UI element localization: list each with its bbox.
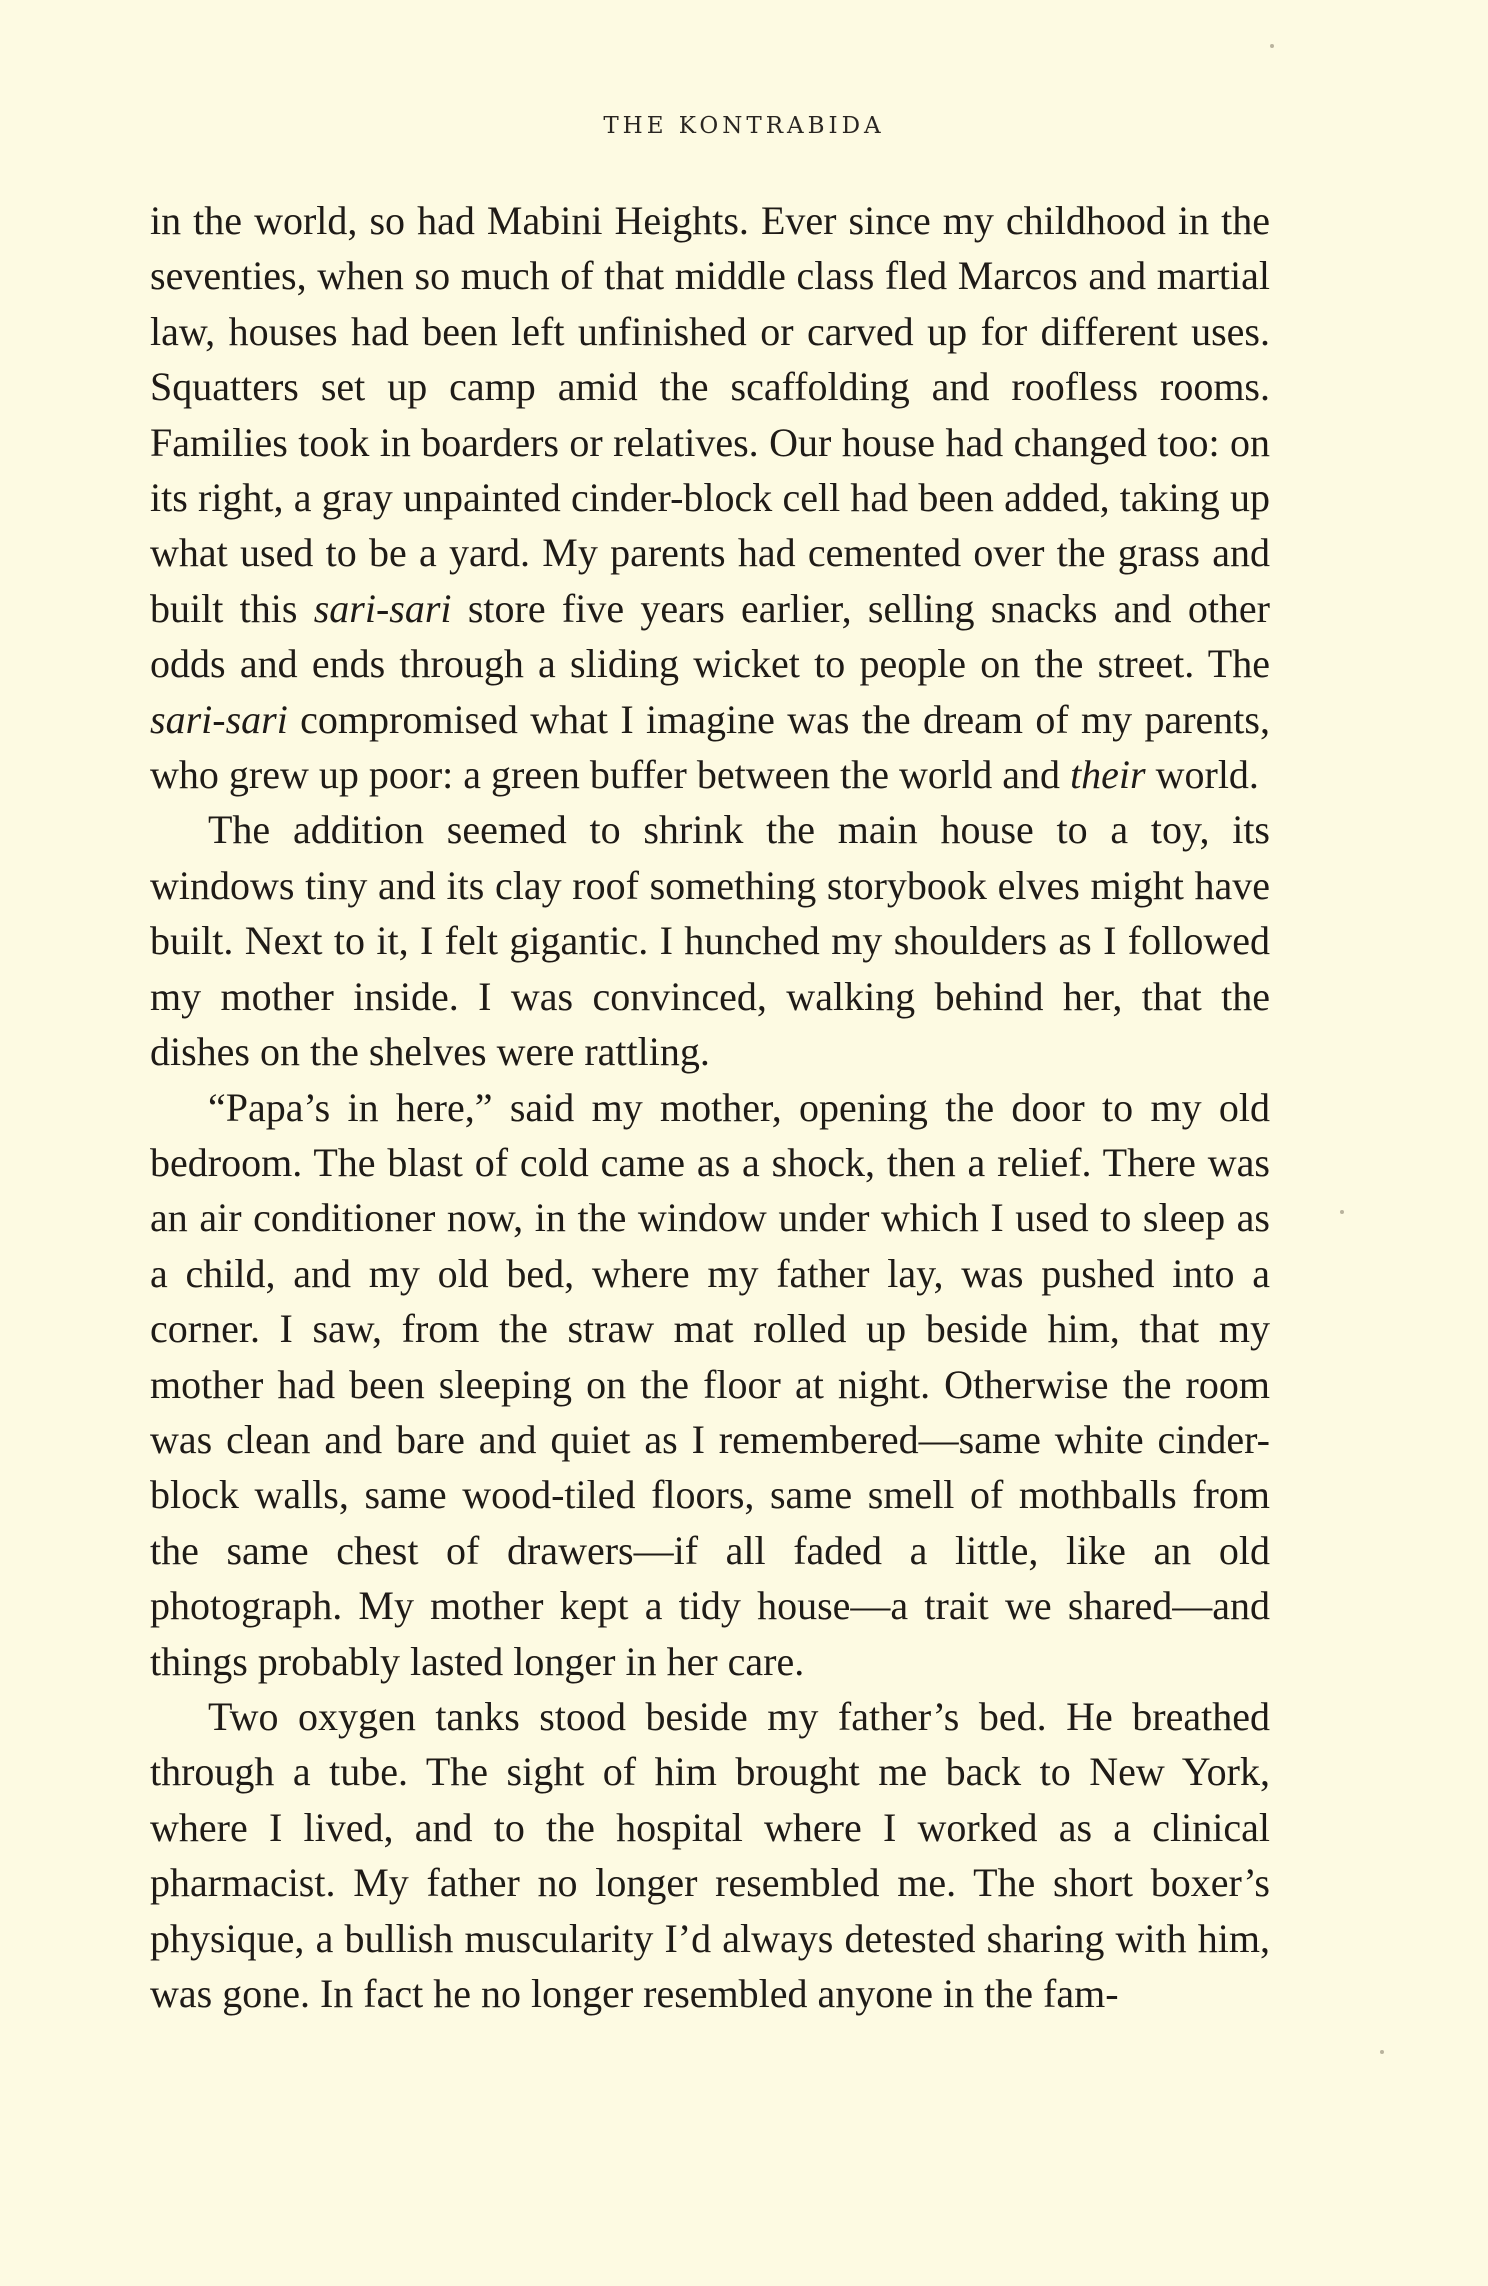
paragraph-2 — [150, 802, 1270, 1079]
paper-speck — [1340, 1210, 1344, 1214]
italic-term: sari-sari — [313, 585, 452, 631]
paper-speck — [1270, 44, 1274, 48]
text-run: The addition seemed to shrink the main house to a toy, its windows tiny and its clay roof something storybook elves might have built. Next to it, I felt gigantic. I hunched my shoulders as I followed my mother inside. I was convinced, walking behind her, that the dishes on the shelves were rattling. — [150, 807, 1270, 1075]
paper-speck — [1380, 2050, 1384, 2054]
italic-emphasis: their — [1070, 752, 1146, 798]
running-head: THE KONTRABIDA — [603, 113, 885, 139]
paragraph-1 — [150, 193, 1270, 802]
text-run: world. — [1145, 752, 1259, 798]
text-run: in the world, so had Mabini Heights. Ever since my childhood in the seventies, when so much of that middle class fled Marcos and martial law, houses had been left unfinished or carved up for different uses. Squatters set up camp amid the scaffolding and roofless rooms. Families took in boarders or relatives. Our house had changed too: on its right, a gray unpainted cinder-block cell had been added, taking up what used to be a yard. My parents had cemented over the grass and built this — [150, 198, 1270, 631]
paragraph-4 — [150, 1689, 1270, 2021]
text-run: compromised what I imagine was the dream of my parents, who grew up poor: a green buffer between the world and — [150, 696, 1270, 798]
italic-term: sari-sari — [150, 696, 288, 742]
paragraph-3 — [150, 1080, 1270, 1689]
body-text — [150, 193, 1270, 2021]
text-run: “Papa’s in here,” said my mother, opening the door to my old bedroom. The blast of cold came as a shock, then a relief. There was an air conditioner now, in the window under which I used to sleep as a child, and my old bed, where my father lay, was pushed into a corner. I saw, from the straw mat rolled up beside him, that my mother had been sleeping on the floor at night. Otherwise the room was clean and bare and quiet as I remembered—same white cinder-block walls, same wood-tiled floors, same smell of mothballs from the same chest of drawers—if all faded a little, like an old photograph. My mother kept a tidy house—a trait we shared—and things probably lasted longer in her care. — [150, 1084, 1270, 1684]
text-run: store five years earlier, selling snacks and other odds and ends through a sliding wicket to people on the street. The — [150, 585, 1271, 687]
text-run: Two oxygen tanks stood beside my father’s bed. He breathed through a tube. The sight of him brought me back to New York, where I lived, and to the hospital where I worked as a clinical pharmacist. My father no longer resembled me. The short boxer’s physique, a bullish muscularity I’d always detested sharing with him, was gone. In fact he no longer resembled anyone in the fam- — [150, 1693, 1270, 2016]
